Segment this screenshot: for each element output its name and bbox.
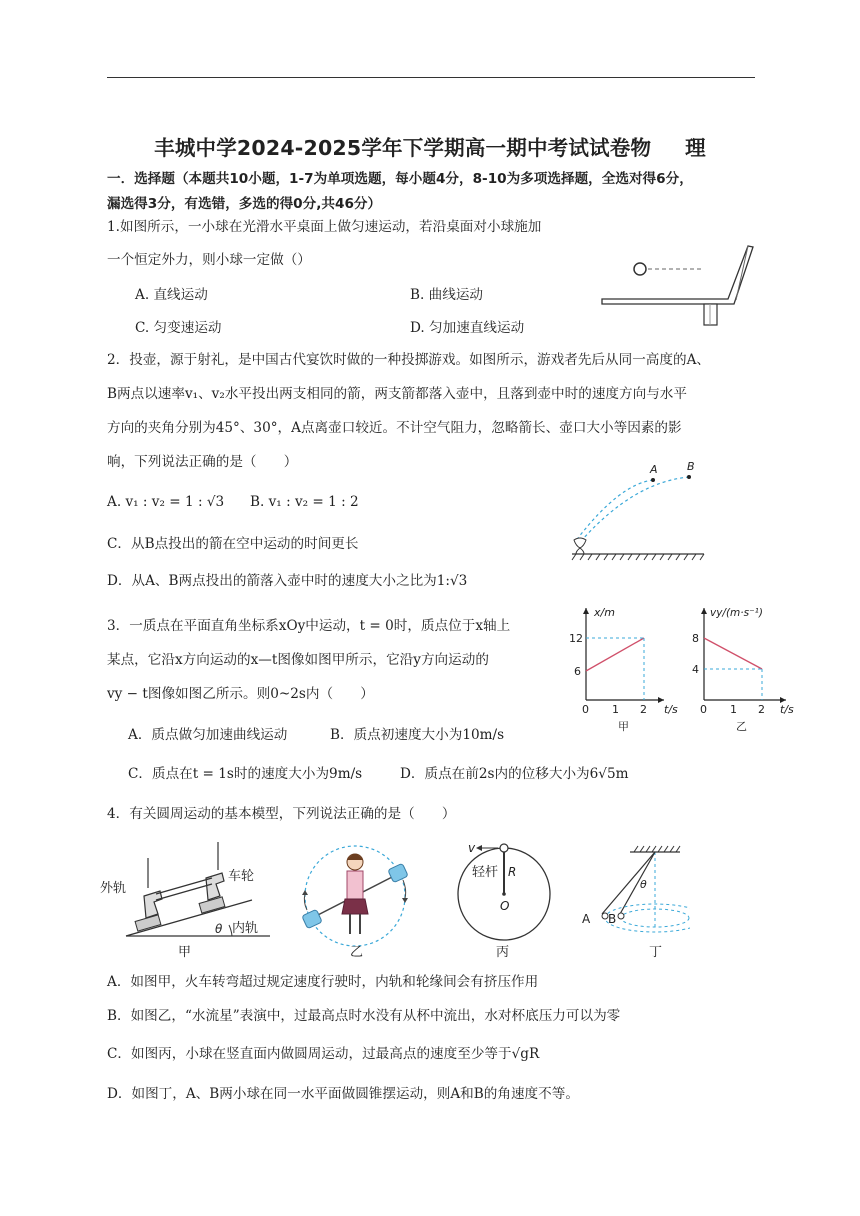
fig-yi-caption: 乙 bbox=[350, 945, 364, 960]
section-1-line-2: 漏选得3分，有选错，多选的得0分,共46分） bbox=[107, 196, 382, 212]
q4-stem: 4．有关圆周运动的基本模型，下列说法正确的是（ ） bbox=[107, 806, 456, 822]
graph-jia-xtick-2: 2 bbox=[640, 703, 647, 716]
graph-yi-ytick-4: 4 bbox=[692, 663, 699, 676]
cup-icon bbox=[302, 909, 322, 928]
q3-stem-line-2: 某点，它沿x方向运动的x—t图像如图甲所示，它沿y方向运动的 bbox=[107, 652, 489, 668]
fig-jia-outer-label: 外轨 bbox=[100, 881, 127, 896]
q4-option-d: D．如图丁，A、B两小球在同一水平面做圆锥摆运动，则A和B的角速度不等。 bbox=[107, 1086, 579, 1102]
q3-option-b: B．质点初速度大小为10m/s bbox=[330, 727, 505, 743]
graph-yi-xtick-2: 2 bbox=[758, 703, 765, 716]
graph-jia-xtick-0: 0 bbox=[582, 703, 589, 716]
fig-jia-caption: 甲 bbox=[178, 945, 192, 960]
graph-jia-ytick-6: 6 bbox=[574, 665, 581, 678]
q3-stem-line-1: 3．一质点在平面直角坐标系xOy中运动，t = 0时，质点位于x轴上 bbox=[107, 618, 511, 634]
q2-stem-line-2: B两点以速率v₁、v₂水平投出两支相同的箭，两支箭都落入壶中，且落到壶中时的速度方向与水平 bbox=[107, 386, 687, 402]
fig-bing-caption: 丙 bbox=[496, 945, 510, 960]
q3-option-a: A．质点做匀加速曲线运动 bbox=[128, 727, 288, 743]
fig-jia-wheel-label: 车轮 bbox=[228, 869, 255, 884]
graph-jia bbox=[569, 606, 678, 733]
title-subject: 理 bbox=[685, 136, 706, 160]
fig-ding-caption: 丁 bbox=[649, 945, 663, 960]
pot-icon bbox=[574, 538, 586, 554]
graph-jia-xtick-1: 1 bbox=[612, 703, 619, 716]
fig-jia-train-track bbox=[100, 842, 270, 960]
section-1-heading bbox=[107, 167, 767, 217]
q1-stem-line-1: 1.如图所示，一小球在光滑水平桌面上做匀速运动，若沿桌面对小球施加 bbox=[107, 219, 542, 235]
graph-yi-ytick-8: 8 bbox=[692, 632, 699, 645]
q1-option-c: C. 匀变速运动 bbox=[135, 320, 222, 336]
fig-bing-v: v bbox=[468, 841, 476, 855]
graph-jia-xlabel: t/s bbox=[664, 703, 678, 716]
graph-jia-ylabel: x/m bbox=[594, 606, 615, 619]
q3-graphs-figure bbox=[564, 600, 796, 736]
point-b-label: B bbox=[687, 460, 695, 473]
fig-ding-conical-pendulum bbox=[582, 846, 690, 960]
q3-option-c: C．质点在t = 1s时的速度大小为9m/s bbox=[128, 766, 363, 782]
fig-ding-A: A bbox=[582, 912, 591, 926]
graph-jia-ytick-12: 12 bbox=[569, 632, 583, 645]
fig-bing-R: R bbox=[508, 865, 517, 879]
fig-yi-water-meteor bbox=[302, 846, 408, 960]
graph-jia-caption: 甲 bbox=[618, 720, 629, 733]
title-main: 丰城中学2024-2025学年下学期高一期中考试试卷物 bbox=[154, 136, 652, 160]
ground-hatch bbox=[572, 554, 704, 560]
fig-ding-theta: θ bbox=[640, 878, 647, 891]
q1-option-a: A. 直线运动 bbox=[135, 287, 208, 303]
graph-yi-xtick-1: 1 bbox=[730, 703, 737, 716]
q1-option-d: D. 匀加速直线运动 bbox=[410, 320, 525, 336]
q2-stem-line-1: 2．投壶，源于射礼，是中国古代宴饮时做的一种投掷游戏。如图所示，游戏者先后从同一高度的A、 bbox=[107, 352, 710, 368]
graph-yi-xlabel: t/s bbox=[780, 703, 794, 716]
fig-ding-B: B bbox=[608, 912, 617, 926]
point-a-label: A bbox=[650, 463, 658, 476]
ball-icon bbox=[634, 263, 646, 275]
q3-stem-line-3: vy − t图像如图乙所示。则0~2s内（ ） bbox=[107, 686, 374, 702]
graph-jia-line bbox=[586, 638, 644, 671]
graph-yi-caption: 乙 bbox=[736, 720, 747, 733]
fig-jia-inner-label: 内轨 bbox=[232, 921, 259, 936]
page-title bbox=[0, 131, 860, 161]
q4-figures bbox=[100, 838, 690, 966]
q4-option-a: A．如图甲，火车转弯超过规定速度行驶时，内轨和轮缘间会有挤压作用 bbox=[107, 974, 539, 990]
performer-icon bbox=[347, 871, 363, 899]
fig-bing-rod-label: 轻杆 bbox=[472, 865, 499, 880]
fig-bing-light-rod bbox=[458, 841, 550, 960]
q2-option-b: B. v₁ : v₂ = 1 : 2 bbox=[250, 494, 359, 510]
graph-yi-xtick-0: 0 bbox=[700, 703, 707, 716]
graph-yi-ylabel: vy/(m·s⁻¹) bbox=[710, 607, 763, 619]
graph-yi-line bbox=[704, 638, 762, 669]
q3-option-d: D．质点在前2s内的位移大小为6√5m bbox=[400, 766, 629, 782]
q2-arrow-throw-figure bbox=[564, 460, 710, 564]
q2-option-d: D．从A、B两点投出的箭落入壶中时的速度大小之比为1:√3 bbox=[107, 573, 468, 589]
q1-option-b: B. 曲线运动 bbox=[410, 287, 484, 303]
section-1-line-1: 一．选择题（本题共10小题，1-7为单项选题，每小题4分，8-10为多项选择题，全选对得6分， bbox=[107, 171, 693, 187]
q2-option-a: A. v₁ : v₂ = 1 : √3 bbox=[107, 494, 225, 510]
q1-stem-line-2: 一个恒定外力，则小球一定做（） bbox=[107, 252, 311, 268]
q4-option-c: C．如图丙，小球在竖直面内做圆周运动，过最高点的速度至少等于√gR bbox=[107, 1046, 540, 1062]
q2-option-c: C．从B点投出的箭在空中运动的时间更长 bbox=[107, 536, 359, 552]
header-rule bbox=[107, 77, 755, 78]
q4-option-b: B．如图乙，“水流星”表演中，过最高点时水没有从杯中流出，水对杯底压力可以为零 bbox=[107, 1008, 621, 1024]
cup-icon bbox=[388, 863, 408, 882]
q2-stem-line-3: 方向的夹角分别为45°、30°，A点离壶口较近。不计空气阻力，忽略箭长、壶口大小等因素的影 bbox=[107, 420, 682, 436]
q2-stem-line-4: 响，下列说法正确的是（ ） bbox=[107, 454, 298, 470]
q1-table-figure bbox=[598, 238, 756, 330]
fig-bing-O: O bbox=[500, 899, 510, 913]
fig-jia-theta: θ bbox=[215, 922, 223, 936]
graph-yi bbox=[692, 607, 794, 733]
